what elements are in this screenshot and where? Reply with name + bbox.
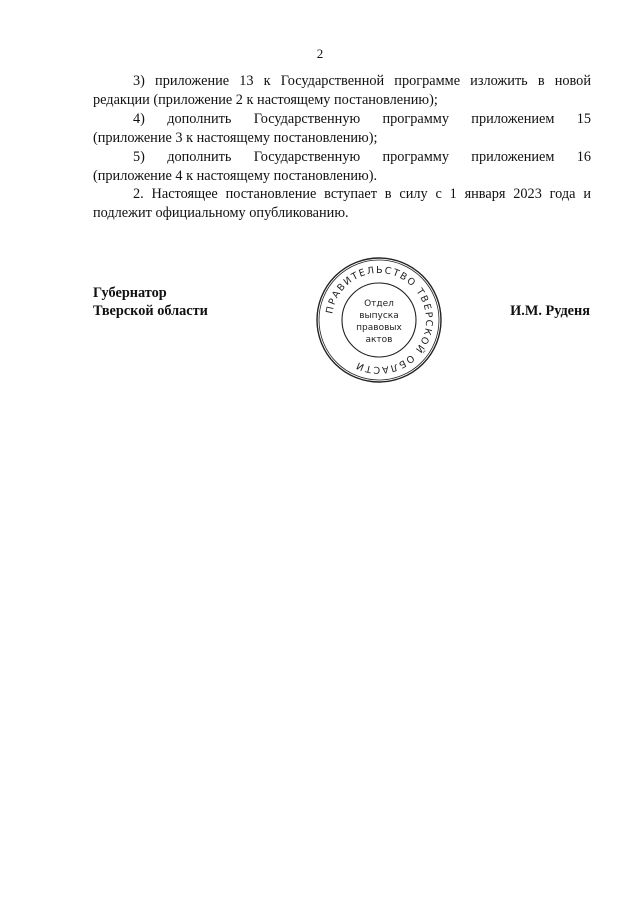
- paragraph-effective-date: 2. Настоящее постановление вступает в силу с 1 января 2023 года и подлежит официальному опубликованию.: [93, 186, 591, 222]
- paragraph-item-4-line1: 4) дополнить Государственную программу приложением 15: [133, 110, 591, 127]
- official-stamp: [314, 255, 444, 385]
- stamp-center-line-1: Отдел: [364, 299, 394, 309]
- paragraph-item-4-cont: (приложение 3 к настоящему постановлению);: [93, 129, 378, 146]
- document-body: [93, 72, 591, 223]
- page-number: 2: [316, 46, 324, 61]
- signatory-name: И.М. Руденя: [510, 303, 590, 319]
- signatory-title-line2: Тверской области: [93, 303, 208, 319]
- paragraph-item-3: 3) приложение 13 к Государственной программе изложить в новой редакции (приложение 2 к настоящему постановлению);: [93, 73, 591, 108]
- signatory-title: [93, 284, 208, 320]
- paragraph-item-5: [93, 148, 591, 167]
- stamp-center-line-2: выпуска: [359, 311, 399, 321]
- paragraph-item-4: [93, 110, 591, 129]
- paragraph-item-5-cont: (приложение 4 к настоящему постановлению).: [93, 167, 378, 184]
- paragraph-item-5-line1: 5) дополнить Государственную программу приложением 16: [133, 148, 591, 165]
- stamp-seal-icon: [314, 255, 444, 385]
- stamp-center-line-3: правовых: [356, 323, 402, 333]
- signatory-title-line1: Губернатор: [93, 285, 167, 301]
- stamp-ring-text: ПРАВИТЕЛЬСТВО ТВЕРСКОЙ ОБЛАСТИ: [324, 264, 435, 376]
- stamp-center-line-4: актов: [365, 335, 393, 345]
